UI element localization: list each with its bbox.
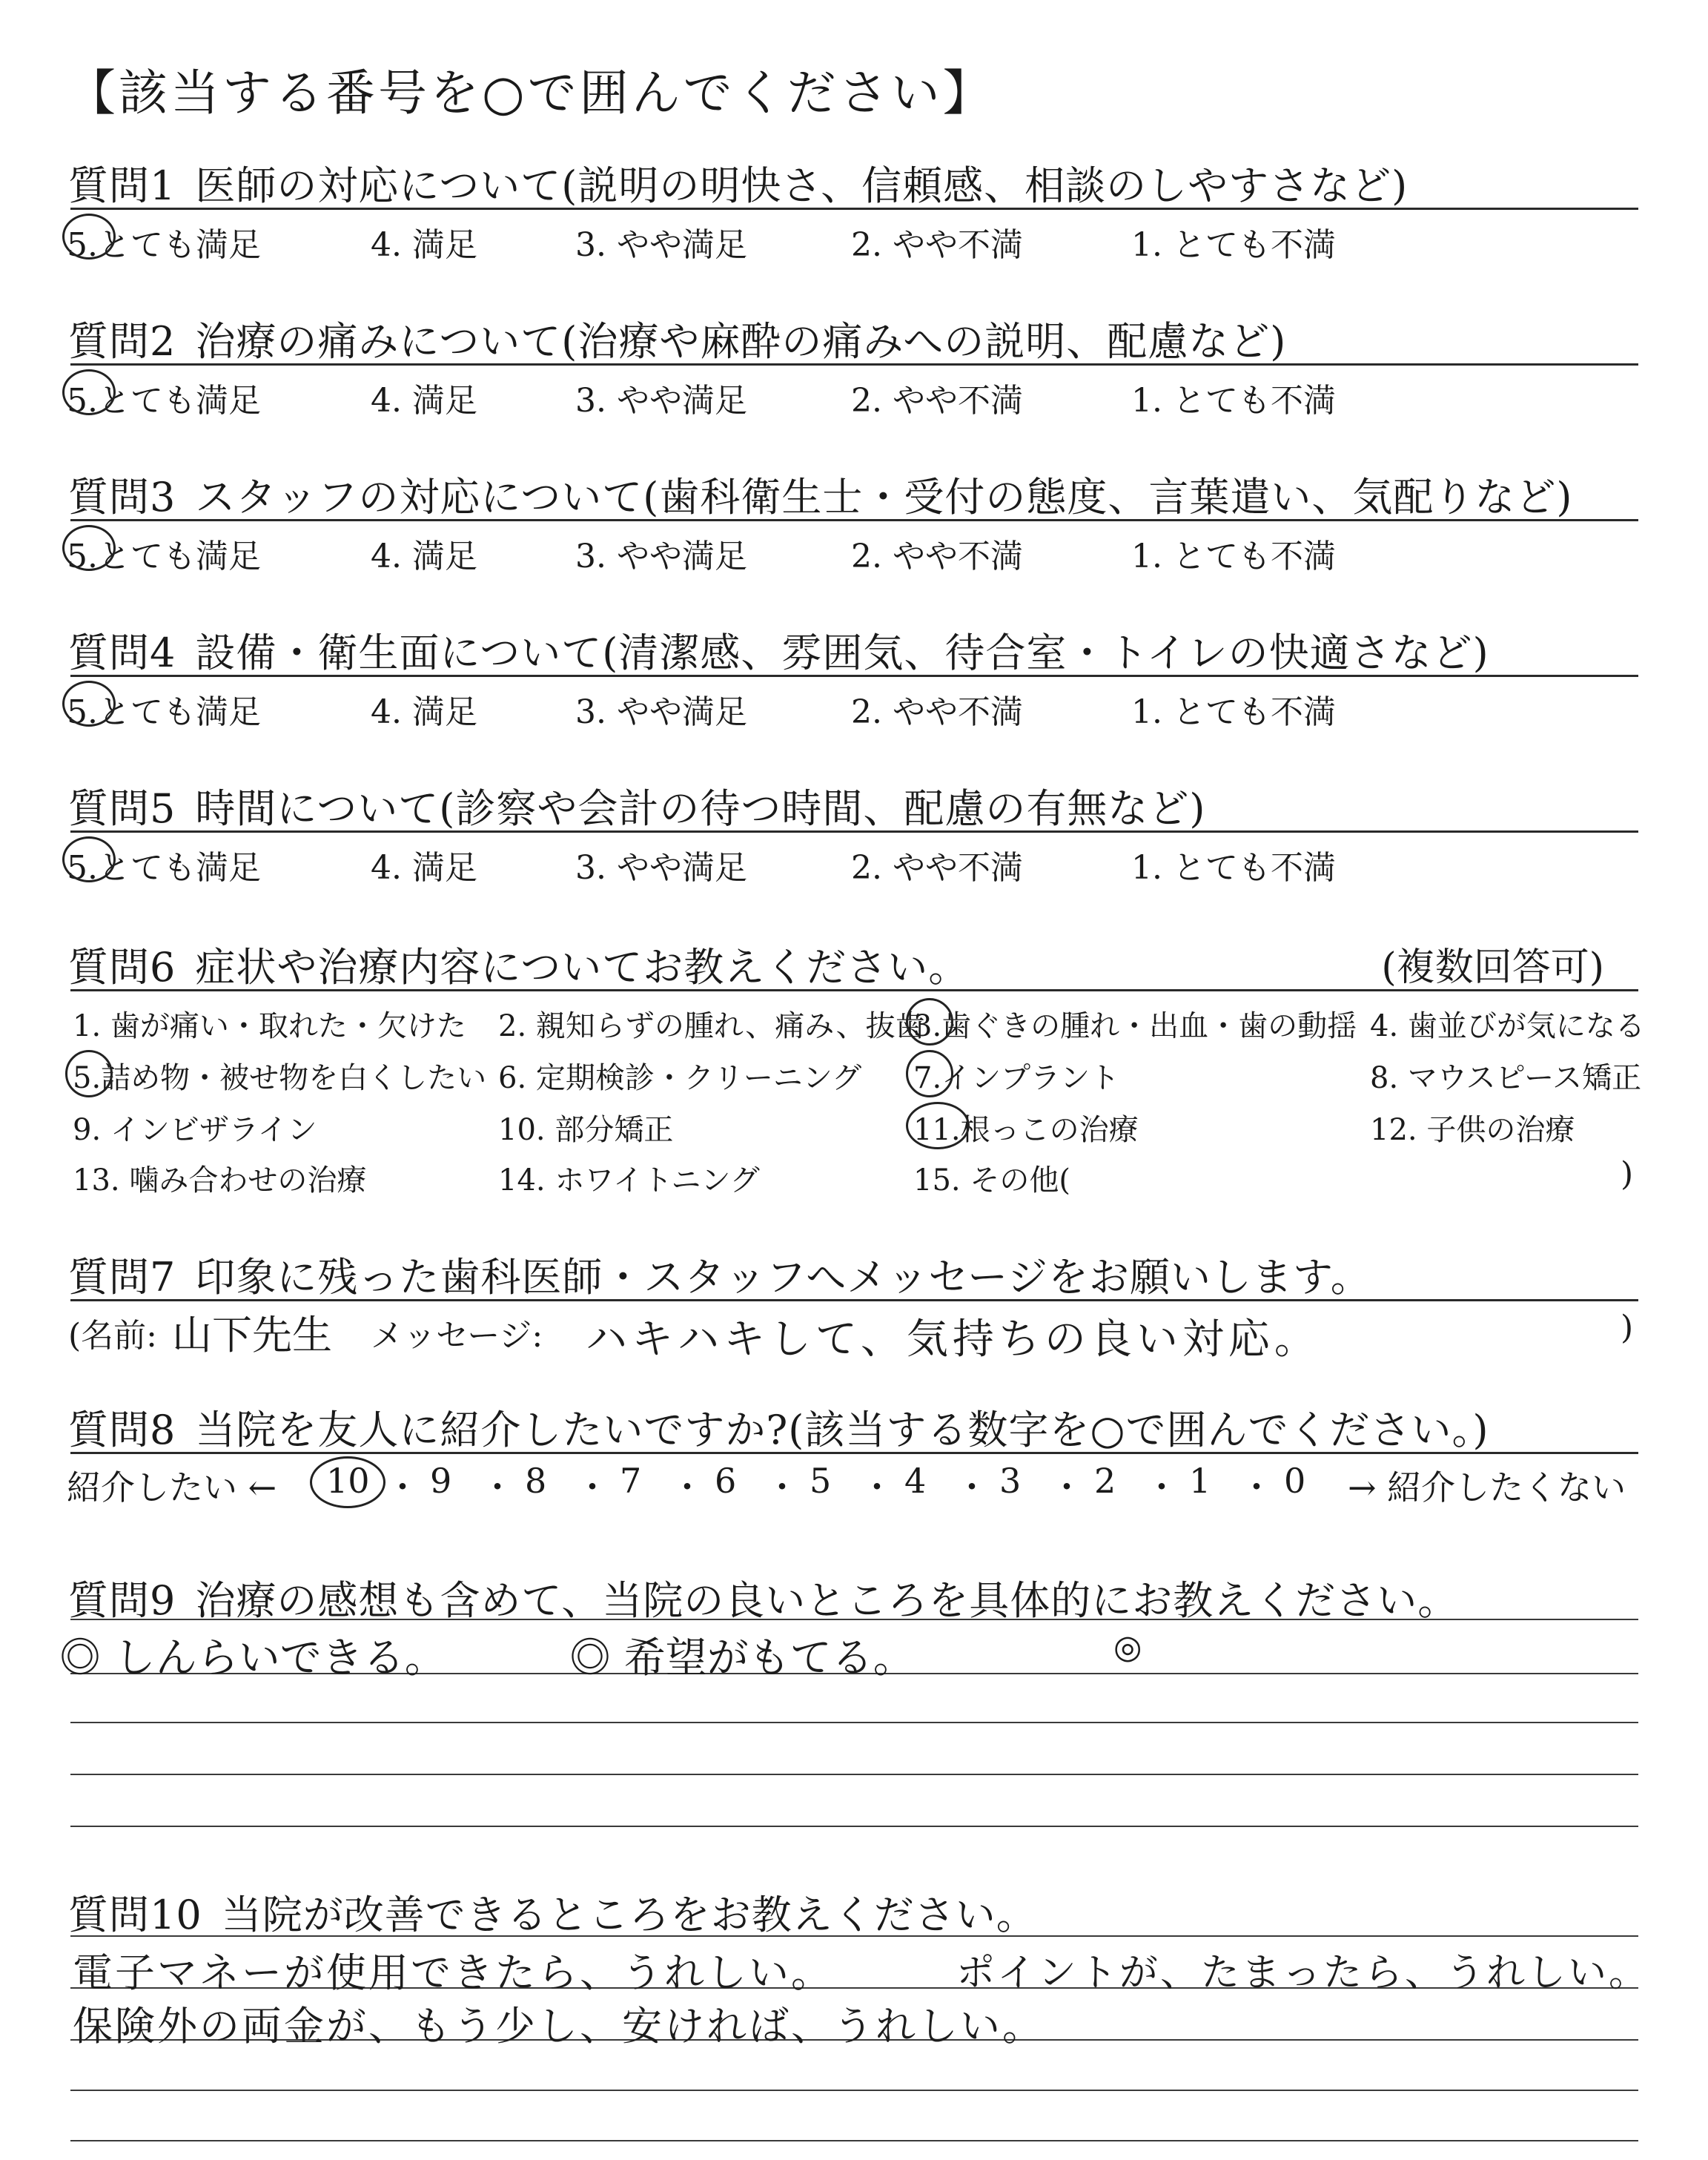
q8-separator: ・ (575, 1467, 609, 1507)
q8-number-6[interactable]: 6 (715, 1461, 737, 1501)
q1-option-3[interactable]: 3. やや満足 (575, 226, 747, 264)
q8-scale (0, 1461, 1708, 1513)
q8-separator: ・ (480, 1467, 514, 1507)
q5-selection-circle (62, 836, 116, 882)
q5-text: 時間について(診察や会計の待つ時間、配慮の有無など) (195, 785, 1206, 832)
q4-option-1[interactable]: 1. とても不満 (1131, 693, 1336, 731)
q3-label: 質問3 (68, 474, 176, 521)
q3-option-3[interactable]: 3. やや満足 (575, 538, 747, 575)
q8-number-3[interactable]: 3 (999, 1461, 1022, 1501)
q6-option-15[interactable]: 15. その他( (913, 1163, 1070, 1198)
q8-separator: ・ (1239, 1467, 1274, 1507)
q10-answer-1: 電子マネーが使用できたら、うれしい。 (73, 1949, 833, 1996)
q5-option-3[interactable]: 3. やや満足 (575, 849, 747, 887)
q6-option-6[interactable]: 6. 定期検診・クリーニング (498, 1061, 862, 1095)
q8-separator: ・ (670, 1467, 704, 1507)
q3-option-1[interactable]: 1. とても不満 (1131, 538, 1336, 575)
q2-options (0, 374, 1708, 426)
q1-label: 質問1 (68, 162, 176, 209)
q8-number-5[interactable]: 5 (810, 1461, 832, 1501)
q5-option-4[interactable]: 4. 満足 (371, 849, 477, 887)
q3-title (68, 466, 1572, 523)
q2-option-1[interactable]: 1. とても不満 (1131, 382, 1336, 420)
q10-rule-1 (70, 1935, 1638, 1937)
q8-number-7[interactable]: 7 (620, 1461, 642, 1501)
q6-option-11[interactable]: 11.根っこの治療 (913, 1113, 1139, 1147)
q8-separator: ・ (765, 1467, 799, 1507)
q7-label: 質問7 (68, 1254, 176, 1301)
q6-note: (複数回答可) (1381, 945, 1604, 990)
q2-text: 治療の痛みについて(治療や麻酔の痛みへの説明、配慮など) (195, 318, 1287, 365)
q4-rule (70, 675, 1638, 677)
q6-option-12[interactable]: 12. 子供の治療 (1370, 1113, 1575, 1147)
q6-option-8[interactable]: 8. マウスピース矯正 (1370, 1061, 1642, 1095)
q5-title (68, 777, 1205, 834)
q2-selection-circle (62, 369, 116, 415)
q4-title (68, 621, 1489, 678)
q8-separator: ・ (385, 1467, 420, 1507)
q10-rule-5 (70, 2140, 1638, 2141)
q4-option-2[interactable]: 2. やや不満 (851, 693, 1023, 731)
q9-rule-1 (70, 1619, 1638, 1620)
page-header: 【該当する番号を○で囲んでください】 (67, 65, 995, 122)
q7-text: 印象に残った歯科医師・スタッフへメッセージをお願いします。 (195, 1254, 1371, 1301)
q6-option-4[interactable]: 4. 歯並びが気になる (1370, 1009, 1645, 1043)
q4-text: 設備・衛生面について(清潔感、雰囲気、待合室・トイレの快適さなど) (195, 630, 1489, 676)
q3-option-4[interactable]: 4. 満足 (371, 538, 477, 575)
q9-answer-3: ◎ (1113, 1628, 1142, 1666)
q8-label: 質問8 (68, 1407, 176, 1453)
q8-separator: ・ (1145, 1467, 1179, 1507)
q6-option-2[interactable]: 2. 親知らずの腫れ、痛み、抜歯 (498, 1009, 925, 1043)
q8-number-2[interactable]: 2 (1094, 1461, 1116, 1501)
q6-option-14[interactable]: 14. ホワイトニング (498, 1163, 760, 1198)
q2-title (68, 310, 1286, 367)
q9-title (68, 1569, 1458, 1626)
q8-right-label: → 紹介したくない (1348, 1467, 1626, 1507)
q6-option-9[interactable]: 9. インビザライン (73, 1113, 317, 1147)
q6-option-1[interactable]: 1. 歯が痛い・取れた・欠けた (73, 1009, 466, 1043)
q8-left-label: 紹介したい ← (67, 1467, 277, 1507)
q3-option-2[interactable]: 2. やや不満 (851, 538, 1023, 575)
q4-label: 質問4 (68, 630, 176, 676)
q6-other-close: ) (1621, 1155, 1634, 1193)
q4-option-3[interactable]: 3. やや満足 (575, 693, 747, 731)
q7-rule (70, 1299, 1638, 1301)
q9-rule-4 (70, 1774, 1638, 1775)
q6-selection-circle-3 (906, 998, 953, 1046)
q6-selection-circle-5 (65, 1050, 113, 1097)
q1-rule (70, 208, 1638, 210)
q6-option-3[interactable]: 3.歯ぐきの腫れ・出血・歯の動揺 (913, 1009, 1357, 1043)
q2-option-3[interactable]: 3. やや満足 (575, 382, 747, 420)
q7-title (68, 1246, 1371, 1303)
q1-selection-circle (62, 214, 116, 260)
q10-rule-4 (70, 2090, 1638, 2091)
q6-text: 症状や治療内容についてお教えください。 (195, 944, 970, 991)
q2-option-2[interactable]: 2. やや不満 (851, 382, 1023, 420)
q2-rule (70, 363, 1638, 366)
q3-selection-circle (62, 525, 116, 571)
q8-text: 当院を友人に紹介したいですか?(該当する数字を○で囲んでください。) (195, 1407, 1489, 1453)
q2-label: 質問2 (68, 318, 176, 365)
q1-option-2[interactable]: 2. やや不満 (851, 226, 1023, 264)
q2-option-5[interactable]: 5.とても満足 (67, 382, 261, 420)
q1-option-1[interactable]: 1. とても不満 (1131, 226, 1336, 264)
q7-close: ) (1621, 1309, 1634, 1347)
q6-option-5[interactable]: 5.詰め物・被せ物を白くしたい (73, 1061, 487, 1095)
q5-option-5[interactable]: 5.とても満足 (67, 849, 261, 887)
q6-title (68, 936, 969, 993)
q8-number-4[interactable]: 4 (904, 1461, 927, 1501)
q6-option-13[interactable]: 13. 噛み合わせの治療 (73, 1163, 367, 1198)
q5-option-2[interactable]: 2. やや不満 (851, 849, 1023, 887)
q1-text: 医師の対応について(説明の明快さ、信頼感、相談のしやすさなど) (195, 162, 1409, 209)
q3-rule (70, 519, 1638, 521)
q10-text: 当院が改善できるところをお教えください。 (221, 1892, 1037, 1938)
q6-rule (70, 989, 1638, 991)
q8-rule (70, 1452, 1638, 1454)
q8-number-9[interactable]: 9 (430, 1461, 452, 1501)
q8-selection-circle (310, 1456, 385, 1508)
q4-selection-circle (62, 681, 116, 727)
q4-options (0, 685, 1708, 737)
q7-message-value: ハキハキして、気持ちの良い対応。 (586, 1315, 1320, 1364)
q8-separator: ・ (955, 1467, 989, 1507)
q2-option-4[interactable]: 4. 満足 (371, 382, 477, 420)
q1-option-5[interactable]: 5.とても満足 (67, 226, 261, 264)
q6-selection-circle-11 (906, 1102, 970, 1149)
q7-name-value: 山下先生 (172, 1312, 332, 1358)
q9-rule-5 (70, 1826, 1638, 1827)
q10-label: 質問10 (68, 1892, 202, 1938)
q8-separator: ・ (860, 1467, 894, 1507)
q1-option-4[interactable]: 4. 満足 (371, 226, 477, 264)
q8-title (68, 1398, 1489, 1456)
q7-name-label: (名前: (68, 1317, 157, 1355)
q5-rule (70, 830, 1638, 833)
q6-option-10[interactable]: 10. 部分矯正 (498, 1113, 674, 1147)
q9-text: 治療の感想も含めて、当院の良いところを具体的にお教えください。 (195, 1577, 1459, 1624)
q1-title (68, 154, 1408, 211)
q10-answer-2: ポイントが、たまったら、うれしい。 (956, 1951, 1650, 1995)
q8-number-0[interactable]: 0 (1284, 1461, 1306, 1501)
q9-answer-1: ◎ しんらいできる。 (59, 1634, 446, 1682)
q10-answer-3: 保険外の両金が、もう少し、安ければ、うれしい。 (73, 2003, 1045, 2050)
q8-number-8[interactable]: 8 (525, 1461, 547, 1501)
q9-rule-3 (70, 1722, 1638, 1723)
q5-options (0, 841, 1708, 893)
q8-number-10[interactable]: 10 (326, 1461, 370, 1501)
q8-separator: ・ (1050, 1467, 1084, 1507)
q9-answer-2: ◎ 希望がもてる。 (569, 1634, 915, 1682)
q9-label: 質問9 (68, 1577, 176, 1624)
q6-selection-circle-7 (906, 1050, 953, 1097)
q10-title (68, 1883, 1037, 1941)
q5-label: 質問5 (68, 785, 176, 832)
q7-message-label: メッセージ: (371, 1317, 543, 1355)
q1-options (0, 218, 1708, 270)
q6-option-7[interactable]: 7.インプラント (913, 1061, 1120, 1095)
q8-number-1[interactable]: 1 (1189, 1461, 1211, 1501)
q3-option-5[interactable]: 5.とても満足 (67, 538, 261, 575)
q6-label: 質問6 (68, 944, 176, 991)
q5-option-1[interactable]: 1. とても不満 (1131, 849, 1336, 887)
q3-options (0, 529, 1708, 581)
q3-text: スタッフの対応について(歯科衛生士・受付の態度、言葉遣い、気配りなど) (195, 474, 1573, 521)
q4-option-4[interactable]: 4. 満足 (371, 693, 477, 731)
q4-option-5[interactable]: 5.とても満足 (67, 693, 261, 731)
